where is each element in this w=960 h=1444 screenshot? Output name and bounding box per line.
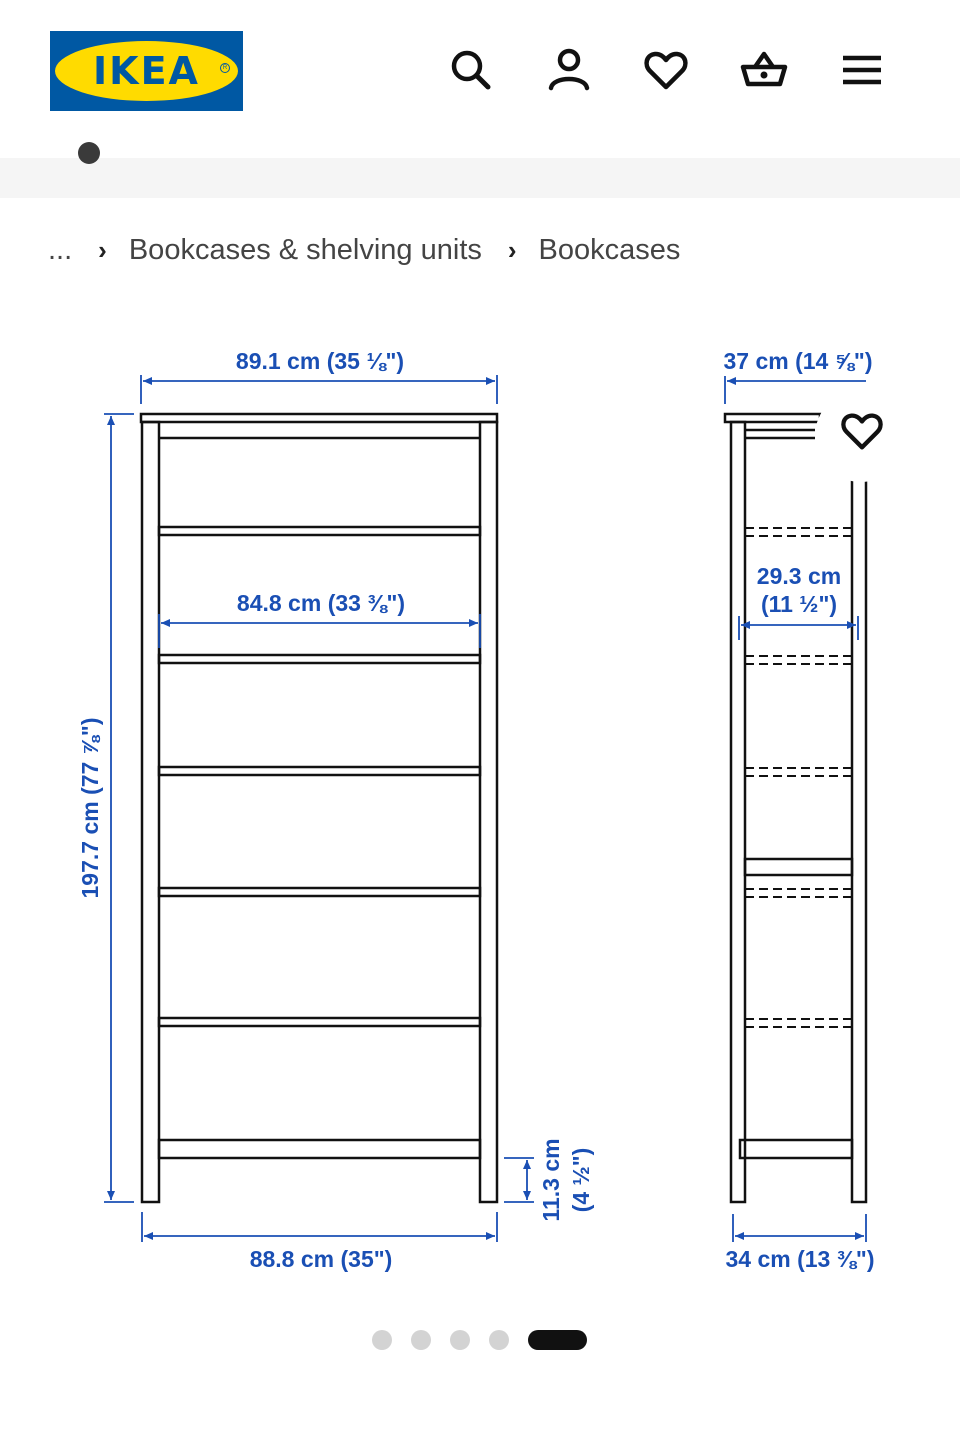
account-icon[interactable] [545,46,593,94]
info-strip [0,158,960,198]
basket-icon[interactable] [740,46,788,94]
breadcrumb-bookcases-shelving[interactable]: Bookcases & shelving units [128,233,482,266]
heart-icon [839,408,885,454]
carousel-dot[interactable] [450,1330,470,1350]
shelf [159,767,480,775]
side-back-leg [852,478,866,1202]
side-bottom-shelf [740,1140,852,1158]
breadcrumb [48,230,680,270]
front-dimension-lines [104,375,534,1242]
side-inner-depth-cm-label: 29.3 cm [756,563,842,589]
shelf [159,655,480,663]
strip-indicator [78,142,100,164]
carousel-dot-active[interactable] [528,1330,587,1350]
front-view [141,414,497,1202]
menu-icon[interactable] [838,46,886,94]
heart-icon[interactable] [642,46,690,94]
carousel-dot[interactable] [411,1330,431,1350]
site-header [0,0,960,158]
add-to-favourites-button[interactable] [815,390,907,482]
leg-height-cm-label: 11.3 cm [538,1138,564,1222]
breadcrumb-separator: › [98,234,107,265]
ikea-logo[interactable] [50,31,243,111]
shelf [159,1018,480,1026]
carousel-dot[interactable] [372,1330,392,1350]
breadcrumb-bookcases[interactable]: Bookcases [538,233,681,266]
front-top-width-label: 89.1 cm (35 ⅛") [235,348,405,374]
front-left-side [142,422,159,1202]
side-front-leg [731,422,745,1202]
breadcrumb-separator: › [507,234,517,265]
front-right-side [480,422,497,1202]
side-top-depth-label: 37 cm (14 ⅝") [723,348,873,374]
front-top-board [141,414,497,422]
search-icon[interactable] [447,46,495,94]
leg-height-in-label: (4 ½") [568,1147,594,1213]
logo-text: IKEA [93,49,200,93]
side-fixed-shelf [745,859,852,875]
carousel-dot[interactable] [489,1330,509,1350]
side-base-depth-label: 34 cm (13 ⅜") [725,1246,875,1272]
side-inner-depth-in-label: (11 ½") [760,591,838,617]
logo-oval [55,41,238,101]
registered-mark: R [220,63,230,73]
bottom-shelf [159,1140,480,1158]
front-height-label: 197.7 cm (77 ⅞") [77,717,103,899]
front-base-width-label: 88.8 cm (35") [249,1246,393,1272]
front-inner-width-label: 84.8 cm (33 ⅜") [236,590,406,616]
image-carousel-dots [372,1329,587,1351]
shelf [159,888,480,896]
side-view [725,414,866,1202]
breadcrumb-ellipsis[interactable]: ... [48,233,73,266]
product-dimension-drawing[interactable] [0,330,960,1290]
shelf [159,527,480,535]
